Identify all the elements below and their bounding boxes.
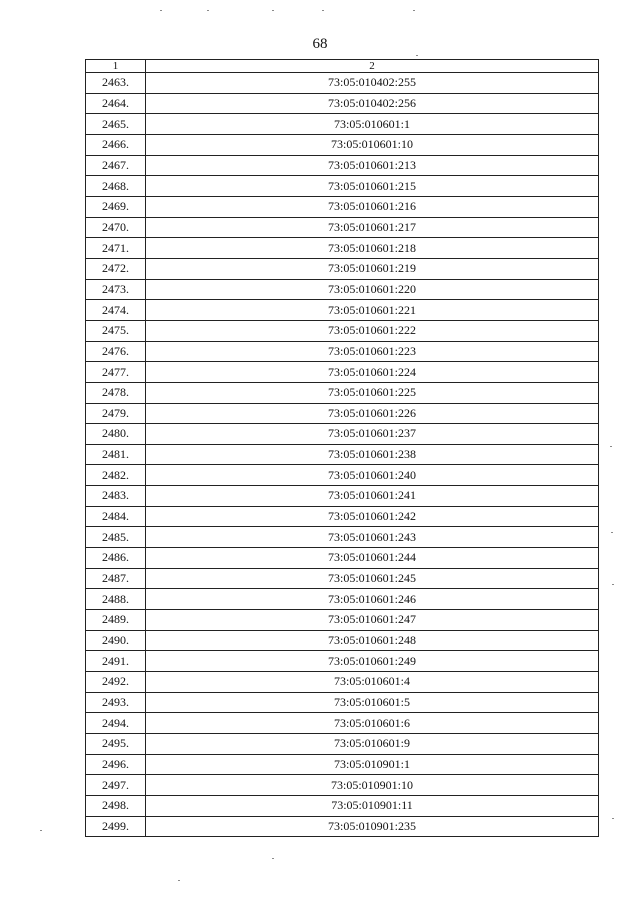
row-index-cell: 2479. xyxy=(86,403,146,424)
row-index-cell: 2497. xyxy=(86,775,146,796)
scan-speck xyxy=(272,10,274,11)
table-row xyxy=(86,382,599,403)
row-index-cell: 2464. xyxy=(86,93,146,114)
table-row xyxy=(86,73,599,94)
row-index-cell: 2483. xyxy=(86,486,146,507)
scan-speck xyxy=(612,818,614,819)
row-index-cell: 2474. xyxy=(86,300,146,321)
cadastral-number-cell: 73:05:010601:248 xyxy=(146,630,599,651)
column-header-index: 1 xyxy=(86,60,146,73)
table-row xyxy=(86,795,599,816)
table-row xyxy=(86,816,599,837)
scan-speck xyxy=(611,532,613,533)
row-index-cell: 2496. xyxy=(86,754,146,775)
scan-speck xyxy=(160,10,162,11)
table-row xyxy=(86,734,599,755)
cadastral-number-cell: 73:05:010601:213 xyxy=(146,155,599,176)
row-index-cell: 2484. xyxy=(86,506,146,527)
table-row xyxy=(86,403,599,424)
table-row xyxy=(86,610,599,631)
row-index-cell: 2480. xyxy=(86,424,146,445)
table-row xyxy=(86,114,599,135)
table-header xyxy=(86,60,599,73)
cadastral-number-cell: 73:05:010601:249 xyxy=(146,651,599,672)
table-row xyxy=(86,362,599,383)
table-row xyxy=(86,300,599,321)
row-index-cell: 2491. xyxy=(86,651,146,672)
scan-speck xyxy=(610,446,612,447)
cadastral-number-cell: 73:05:010601:219 xyxy=(146,258,599,279)
scan-speck xyxy=(322,10,324,11)
cadastral-number-cell: 73:05:010601:244 xyxy=(146,548,599,569)
scan-speck xyxy=(272,858,274,859)
row-index-cell: 2495. xyxy=(86,734,146,755)
scan-speck xyxy=(612,584,614,585)
table-row xyxy=(86,754,599,775)
row-index-cell: 2476. xyxy=(86,341,146,362)
scan-speck xyxy=(413,10,415,11)
cadastral-number-cell: 73:05:010601:242 xyxy=(146,506,599,527)
cadastral-number-cell: 73:05:010901:1 xyxy=(146,754,599,775)
row-index-cell: 2475. xyxy=(86,320,146,341)
scan-speck xyxy=(178,880,180,881)
page-number: 68 xyxy=(312,36,328,52)
cadastral-number-cell: 73:05:010601:6 xyxy=(146,713,599,734)
cadastral-number-cell: 73:05:010601:222 xyxy=(146,320,599,341)
table-row xyxy=(86,155,599,176)
table-row xyxy=(86,258,599,279)
cadastral-number-cell: 73:05:010601:216 xyxy=(146,196,599,217)
row-index-cell: 2482. xyxy=(86,465,146,486)
table-row xyxy=(86,341,599,362)
header-row xyxy=(86,60,599,73)
table-row xyxy=(86,486,599,507)
cadastral-number-cell: 73:05:010601:217 xyxy=(146,217,599,238)
cadastral-number-table xyxy=(85,59,599,837)
row-index-cell: 2494. xyxy=(86,713,146,734)
table-row xyxy=(86,217,599,238)
table-row xyxy=(86,527,599,548)
row-index-cell: 2477. xyxy=(86,362,146,383)
row-index-cell: 2471. xyxy=(86,238,146,259)
cadastral-number-cell: 73:05:010601:224 xyxy=(146,362,599,383)
cadastral-number-cell: 73:05:010601:245 xyxy=(146,568,599,589)
scan-speck xyxy=(207,10,209,11)
row-index-cell: 2492. xyxy=(86,672,146,693)
cadastral-number-cell: 73:05:010601:220 xyxy=(146,279,599,300)
cadastral-number-cell: 73:05:010402:255 xyxy=(146,73,599,94)
cadastral-number-cell: 73:05:010601:240 xyxy=(146,465,599,486)
cadastral-number-cell: 73:05:010601:9 xyxy=(146,734,599,755)
table-row xyxy=(86,589,599,610)
table-row xyxy=(86,320,599,341)
table-row xyxy=(86,548,599,569)
cadastral-number-cell: 73:05:010601:215 xyxy=(146,176,599,197)
cadastral-number-cell: 73:05:010901:10 xyxy=(146,775,599,796)
cadastral-number-cell: 73:05:010601:1 xyxy=(146,114,599,135)
row-index-cell: 2472. xyxy=(86,258,146,279)
cadastral-number-cell: 73:05:010601:246 xyxy=(146,589,599,610)
row-index-cell: 2478. xyxy=(86,382,146,403)
row-index-cell: 2469. xyxy=(86,196,146,217)
cadastral-number-cell: 73:05:010601:237 xyxy=(146,424,599,445)
table-row xyxy=(86,630,599,651)
row-index-cell: 2488. xyxy=(86,589,146,610)
table-row xyxy=(86,775,599,796)
table-row xyxy=(86,134,599,155)
table-row xyxy=(86,672,599,693)
row-index-cell: 2470. xyxy=(86,217,146,238)
row-index-cell: 2473. xyxy=(86,279,146,300)
row-index-cell: 2486. xyxy=(86,548,146,569)
table-row xyxy=(86,568,599,589)
row-index-cell: 2499. xyxy=(86,816,146,837)
cadastral-number-cell: 73:05:010601:226 xyxy=(146,403,599,424)
cadastral-number-cell: 73:05:010402:256 xyxy=(146,93,599,114)
table-row xyxy=(86,651,599,672)
table-row xyxy=(86,692,599,713)
cadastral-number-cell: 73:05:010901:235 xyxy=(146,816,599,837)
row-index-cell: 2465. xyxy=(86,114,146,135)
cadastral-number-cell: 73:05:010601:223 xyxy=(146,341,599,362)
table-row xyxy=(86,506,599,527)
cadastral-number-cell: 73:05:010601:221 xyxy=(146,300,599,321)
scan-speck xyxy=(416,55,418,56)
table-row xyxy=(86,93,599,114)
cadastral-number-cell: 73:05:010601:247 xyxy=(146,610,599,631)
table-row xyxy=(86,279,599,300)
table-body xyxy=(86,73,599,837)
row-index-cell: 2481. xyxy=(86,444,146,465)
row-index-cell: 2466. xyxy=(86,134,146,155)
row-index-cell: 2485. xyxy=(86,527,146,548)
table-row xyxy=(86,176,599,197)
table-row xyxy=(86,196,599,217)
table-row xyxy=(86,713,599,734)
cadastral-number-cell: 73:05:010901:11 xyxy=(146,795,599,816)
cadastral-number-cell: 73:05:010601:225 xyxy=(146,382,599,403)
scan-speck xyxy=(40,830,42,831)
cadastral-number-cell: 73:05:010601:4 xyxy=(146,672,599,693)
row-index-cell: 2487. xyxy=(86,568,146,589)
cadastral-number-cell: 73:05:010601:238 xyxy=(146,444,599,465)
table-row xyxy=(86,465,599,486)
table-row xyxy=(86,424,599,445)
row-index-cell: 2490. xyxy=(86,630,146,651)
row-index-cell: 2467. xyxy=(86,155,146,176)
cadastral-number-cell: 73:05:010601:243 xyxy=(146,527,599,548)
table-row xyxy=(86,238,599,259)
cadastral-number-cell: 73:05:010601:5 xyxy=(146,692,599,713)
cadastral-number-cell: 73:05:010601:218 xyxy=(146,238,599,259)
row-index-cell: 2463. xyxy=(86,73,146,94)
row-index-cell: 2498. xyxy=(86,795,146,816)
row-index-cell: 2468. xyxy=(86,176,146,197)
row-index-cell: 2493. xyxy=(86,692,146,713)
table-row xyxy=(86,444,599,465)
cadastral-number-cell: 73:05:010601:241 xyxy=(146,486,599,507)
row-index-cell: 2489. xyxy=(86,610,146,631)
column-header-cadastral-number: 2 xyxy=(146,60,599,73)
cadastral-number-cell: 73:05:010601:10 xyxy=(146,134,599,155)
